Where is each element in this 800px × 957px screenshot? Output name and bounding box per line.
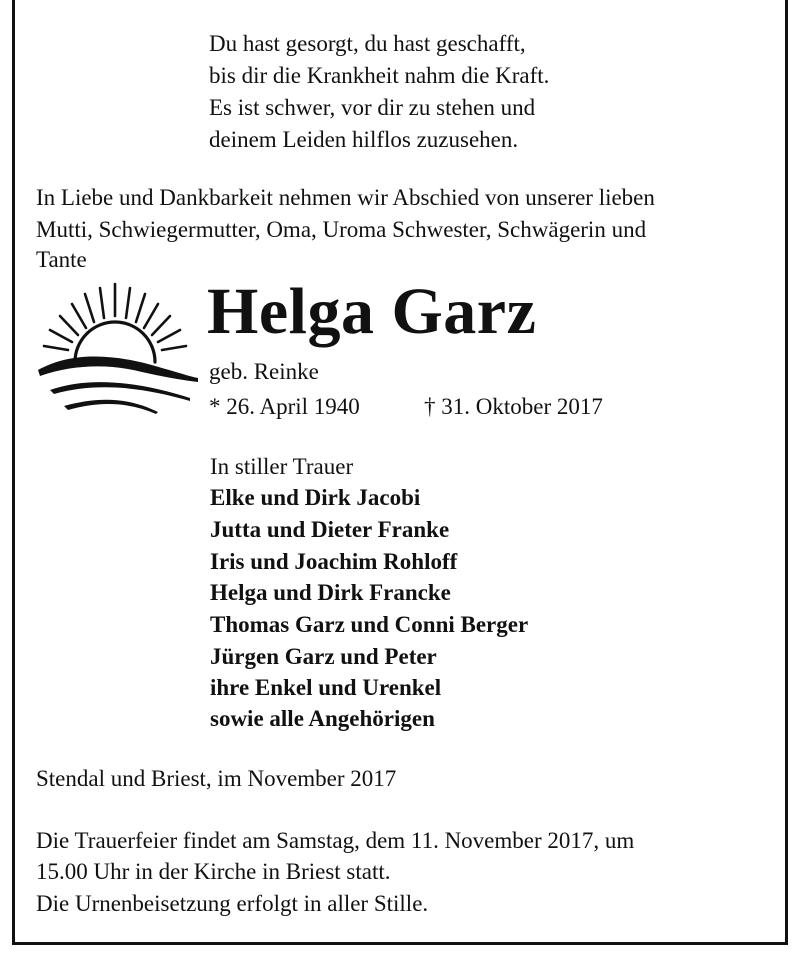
sunset-over-hills-icon bbox=[30, 280, 200, 420]
intro-line-3: Tante bbox=[36, 247, 87, 272]
service-line-3: Die Urnenbeisetzung erfolgt in aller Stille. bbox=[36, 891, 429, 916]
birth-date: * 26. April 1940 bbox=[209, 394, 360, 419]
death-date: † 31. Oktober 2017 bbox=[424, 394, 603, 419]
mourner-6: Jürgen Garz und Peter bbox=[210, 644, 437, 669]
mourner-1: Elke und Dirk Jacobi bbox=[210, 485, 421, 510]
place-date: Stendal und Briest, im November 2017 bbox=[36, 766, 397, 791]
service-line-2: 15.00 Uhr in der Kirche in Briest statt. bbox=[36, 859, 391, 884]
poem-line-3: Es ist schwer, vor dir zu stehen und bbox=[209, 95, 536, 120]
mourner-2: Jutta und Dieter Franke bbox=[210, 517, 450, 542]
mourner-4: Helga und Dirk Francke bbox=[210, 580, 451, 605]
mourner-5: Thomas Garz und Conni Berger bbox=[210, 612, 529, 637]
service-line-1: Die Trauerfeier findet am Samstag, dem 11. November 2017, um bbox=[36, 828, 635, 853]
intro-line-1: In Liebe und Dankbarkeit nehmen wir Abschied von unserer lieben bbox=[36, 185, 655, 210]
mourner-8: sowie alle Angehörigen bbox=[210, 706, 435, 731]
poem-line-1: Du hast gesorgt, du hast geschafft, bbox=[209, 31, 526, 56]
deceased-name: Helga Garz bbox=[207, 275, 537, 348]
mourner-3: Iris und Joachim Rohloff bbox=[210, 549, 458, 574]
maiden-name: geb. Reinke bbox=[209, 359, 319, 384]
poem-line-2: bis dir die Krankheit nahm die Kraft. bbox=[209, 63, 550, 88]
mourner-7: ihre Enkel und Urenkel bbox=[210, 675, 442, 700]
intro-line-2: Mutti, Schwiegermutter, Oma, Uroma Schwester, Schwägerin und bbox=[36, 217, 647, 242]
mourning-heading: In stiller Trauer bbox=[210, 454, 354, 479]
poem-line-4: deinem Leiden hilflos zuzusehen. bbox=[209, 127, 519, 152]
